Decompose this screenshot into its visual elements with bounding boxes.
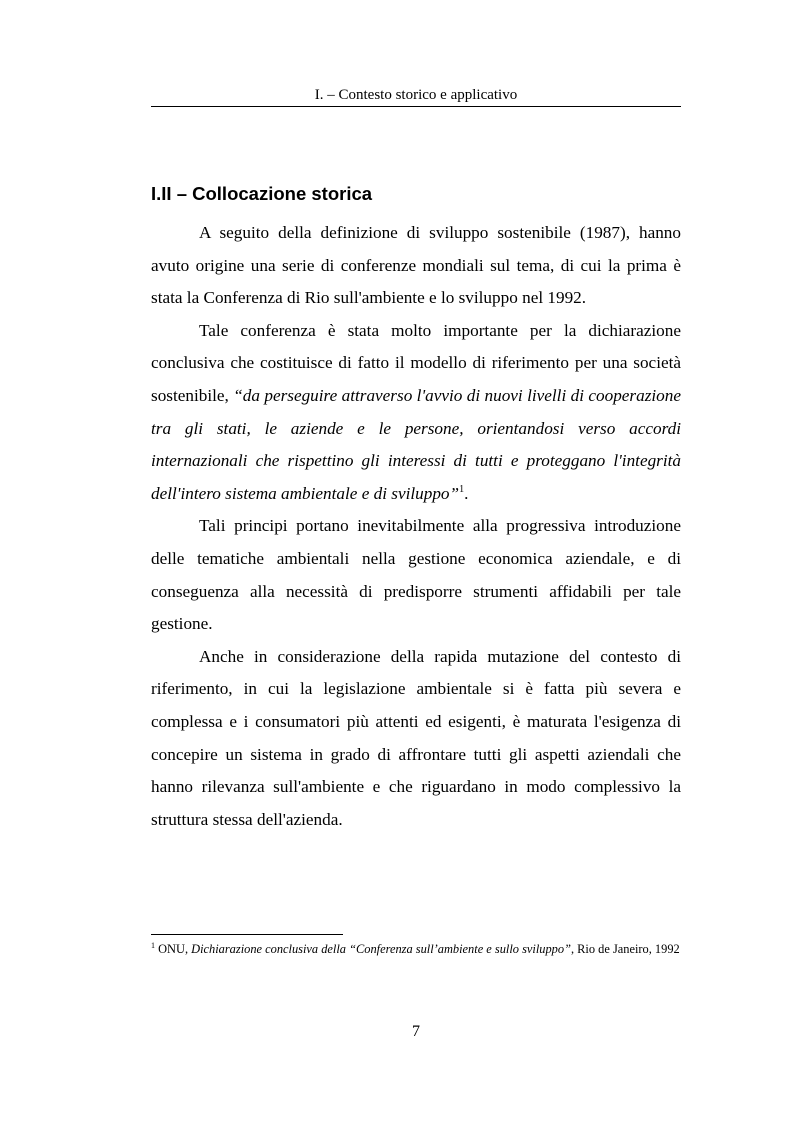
footnote-number: 1 — [151, 941, 155, 950]
paragraph-2-end: . — [464, 483, 469, 503]
footnote-author: ONU, — [155, 942, 192, 956]
paragraph-4: Anche in considerazione della rapida mutazione del contesto di riferimento, in cui la legislazione ambientale si è fatta più severa e complessa e i consumatori più attenti ed esigenti, è maturata l'esigenza di concepire un sistema in grado di affrontare tutti gli aspetti aziendali che hanno rilevanza sull'ambiente e che riguardano in modo complessivo la struttura stessa dell'azienda. — [151, 646, 681, 829]
paragraph-2 — [151, 315, 681, 511]
footnote-rule — [151, 934, 343, 935]
footnote-title: Dichiarazione conclusiva della “Conferenza sull’ambiente e sullo sviluppo” — [191, 942, 571, 956]
paragraph-2-quote: “da perseguire attraverso l'avvio di nuovi livelli di cooperazione tra gli stati, le aziende e le persone, orientandosi verso accordi internazionali che rispettino gli interessi di tutti e proteggano l'integrità dell'intero sistema ambientale e di sviluppo” — [151, 385, 681, 503]
paragraph-3: Tali principi portano inevitabilmente alla progressiva introduzione delle tematiche ambientali nella gestione economica aziendale, e di conseguenza alla necessità di predisporre strumenti affidabili per tale gestione. — [151, 516, 681, 634]
footnote — [151, 940, 681, 958]
footnote-reference[interactable]: 1 — [459, 483, 465, 495]
section-title: I.II – Collocazione storica — [151, 183, 373, 204]
page-number: 7 — [412, 1023, 420, 1040]
paragraph-1: A seguito della definizione di sviluppo sostenibile (1987), hanno avuto origine una serie di conferenze mondiali sul tema, di cui la prima è stata la Conferenza di Rio sull'ambiente e lo sviluppo nel 1992. — [151, 223, 681, 308]
body-text — [151, 217, 681, 836]
footnote-rest: , Rio de Janeiro, 1992 — [570, 942, 680, 956]
running-header: I. – Contesto storico e applicativo — [314, 87, 518, 103]
paragraph-2-intro: Tale conferenza è stata molto importante per la dichiarazione conclusiva che costituisce di fatto il modello di riferimento per una società sostenibile, — [151, 320, 681, 405]
header-rule — [151, 106, 681, 107]
